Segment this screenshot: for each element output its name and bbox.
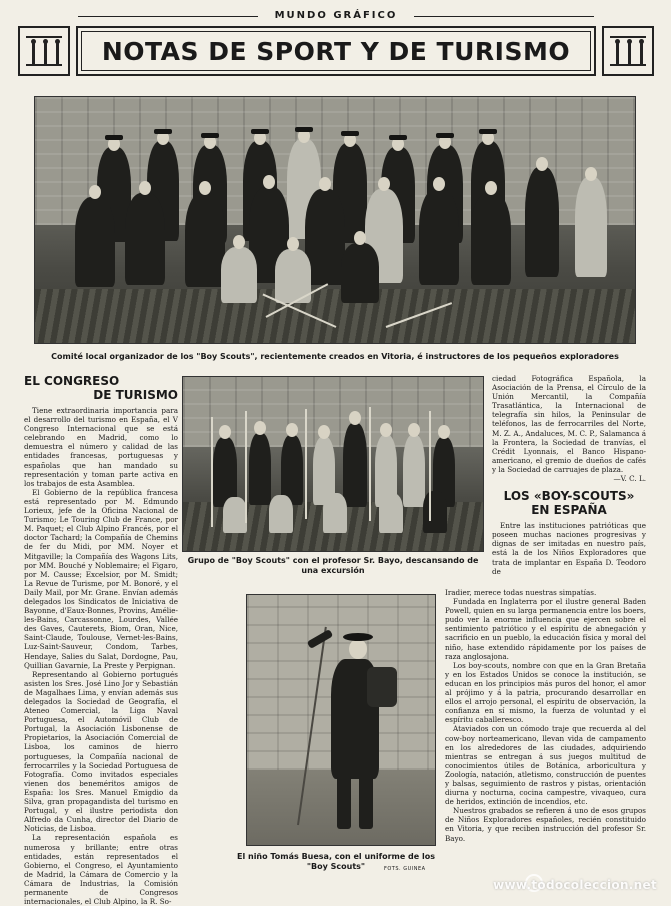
article-boyscouts-body (445, 588, 646, 843)
ornament-left-icon (18, 26, 70, 76)
paragraph: Fundada en Inglaterra por el ilustre general Baden Powell, quien en su larga permanencia entre los boers, pudo ver la enorme influencia que ejercen sobre el sentimiento patriótico y el espíritu de abnegación y sacrificio en un pueblo, la educación física y moral del niño, hase extendido rápidamente por los países de raza anglosajona. (445, 597, 646, 661)
middle-photo-caption: Grupo de "Boy Scouts" con el profesor Sr. Bayo, descansando de una excursión (187, 556, 479, 575)
paragraph: Los boy-scouts, nombre con que en la Gran Bretaña y en los Estados Unidos se conoce la institución, se educan en los principios más puros del honor, el amor al prójimo y á la patria, procurando desarrollar en ellos el arrojo personal, el espíritu de observación, la confianza en sí mismo, la fuerza de voluntad y el espíritu caballeresco. (445, 660, 646, 725)
bottom-photo-caption: El niño Tomás Buesa, con el uniforme de los "Boy Scouts" (237, 852, 435, 871)
masthead (18, 10, 654, 84)
paragraph: Nuestros grabados se refieren á uno de esos grupos de Niños Exploradores españoles, recién constituido en Vitoria, y que reciben instrucción del profesor Sr. Bayo. (445, 806, 646, 843)
paragraph: Iradier, merece todas nuestras simpatías. (445, 588, 597, 597)
article-right-column (492, 374, 646, 576)
paragraph: Ataviados con un cómodo traje que recuerda al del cow-boy norteamericano, llevan vida de campamento en los alrededores de las ciudades, adquiriendo mientras se entregan á sus juegos multitud de conocimientos útiles de Botánica, arboricultura y Zoología, natación, atletismo, construcción de puentes y balsas, seguimiento de rastros y pistas, orientación diurna y nocturna, cocina campestre, vivaqueo, cura de heridos, extinción de incendios, etc. (445, 724, 646, 807)
paragraph: ciedad Fotográfica Española, la Asociación de la Prensa, el Círculo de la Unión Mercantil, la Compañía Trasatlántica, la Internacional de telegrafía sin hilos, la Peninsular de teléfonos, las de ferrocarriles del Norte, M. Z. A., Andaluces, M. C. P., Salamanca á la Frontera, la Sociedad de tranvías, el Crédit Lyonnais, el Banco Hispano-americano, el gremio de dueños de cafés y la Sociedad de carruajes de plaza. (492, 374, 646, 474)
page-title: NOTAS DE SPORT Y DE TURISMO (101, 36, 571, 66)
group-photo-icon (34, 96, 636, 344)
article-congreso (24, 374, 178, 906)
scout-portrait-icon (246, 594, 436, 846)
photo-credit: FOTS. GUINEA (384, 866, 426, 872)
article-congreso-signature: —V. C. L. (613, 474, 646, 484)
title-box (76, 26, 596, 76)
paragraph: Tiene extraordinaria importancia para el desarrollo del turismo en España, el V Congreso Internacional que se está celebrando en Madrid, como lo demuestra el número y calidad de las entidades francesas, portuguesas y españolas que han mandado su representación y toman parte activa en los trabajos de esta Asamblea. (24, 406, 178, 488)
article-boyscouts-headline: LOS «BOY-SCOUTS» EN ESPAÑA (503, 489, 635, 518)
scouts-photo-icon (182, 376, 484, 552)
paragraph: La representación española es numerosa y brillante; entre otras entidades, están representados el Gobierno, el Congreso, el Ayuntamiento de Madrid, la Cámara de Comercio y la Cámara de Industrias, la Comisión permanente de Congresos internacionales, el Club Alpino, la R. So- (24, 833, 178, 906)
article-congreso-body (24, 406, 178, 906)
article-boyscouts-intro (492, 521, 646, 576)
article-congreso-headline: EL CONGRESO DE TURISMO (24, 374, 178, 402)
paragraph: Representando al Gobierno portugués asisten los Sres. José Lino Jor y Sebastián de Magalhaes Lima, y envían además sus delegados la Sociedad de Geografía, el Ateneo Comercial, la Liga Naval Portuguesa, el Automóvil Club de Portugal, la Asociación Lisbonense de Propietarios, la Asociación Comercial de Lisboa, los caminos de hierro portugueses, la Compañía nacional de ferrocarriles y la Sociedad Portuguesa de Fotografía. Como invitados especiales vienen dos beneméritos amigos de España: los Sres. Manuel Emigdio da Silva, gran propagandista del turismo en Portugal, y el ilustre periodista don Alfredo da Cunha, director del Diario de Noticias, de Lisboa. (24, 669, 178, 834)
watermark: www.todocoleccion.net (493, 878, 657, 892)
paragraph: Entre las instituciones patrióticas que poseen muchas naciones progresivas y dignas de ser imitadas en nuestro país, está la de los Niños Exploradores que trata de implantar en España D. Teodoro de (492, 521, 646, 576)
paragraph: El Gobierno de la república francesa está representado por M. Edmundo Lorieux, jefe de la Oficina Nacional de Turismo; Le Touring Club de France, por M. Paquet; el Club Alpino Francés, por el doctor Tachard; la Compañía de Chemins de fer du Midi, por MM. Noyer et Mitgaville; la Compañía des Wagons Lits, por MM. Bouché y Noblemaire; el Figaro, por M. Causse; Excelsior, por M. Smidt; La Revue de Turisme, por M. Bonoré, y el Daily Mail, por Mr. Grane. Envían además delegados los Sindicatos de Iniciativa de Bayonne, d'Eaux-Bonnes, Provins, Amélie-les-Bains, Carcassonne, Lourdes, Vallée des Gaves, Cauterets, Biom, Oran, Nice, Saint-Claude, Toulouse, Vernet-les-Bains, Luz-Saint-Sauveur, Condom, Tarbes, Hendaye, Salies du Salat, Dordogne, Pau, Quillian Gavarnie, La Preste y Perpignan. (24, 487, 178, 670)
ornament-right-icon (602, 26, 654, 76)
top-photo-caption: Comité local organizador de los "Boy Scouts", recientemente creados en Vitoria, é instructores de los pequeños exploradores (51, 352, 619, 361)
running-title: MUNDO GRÁFICO (274, 10, 398, 21)
